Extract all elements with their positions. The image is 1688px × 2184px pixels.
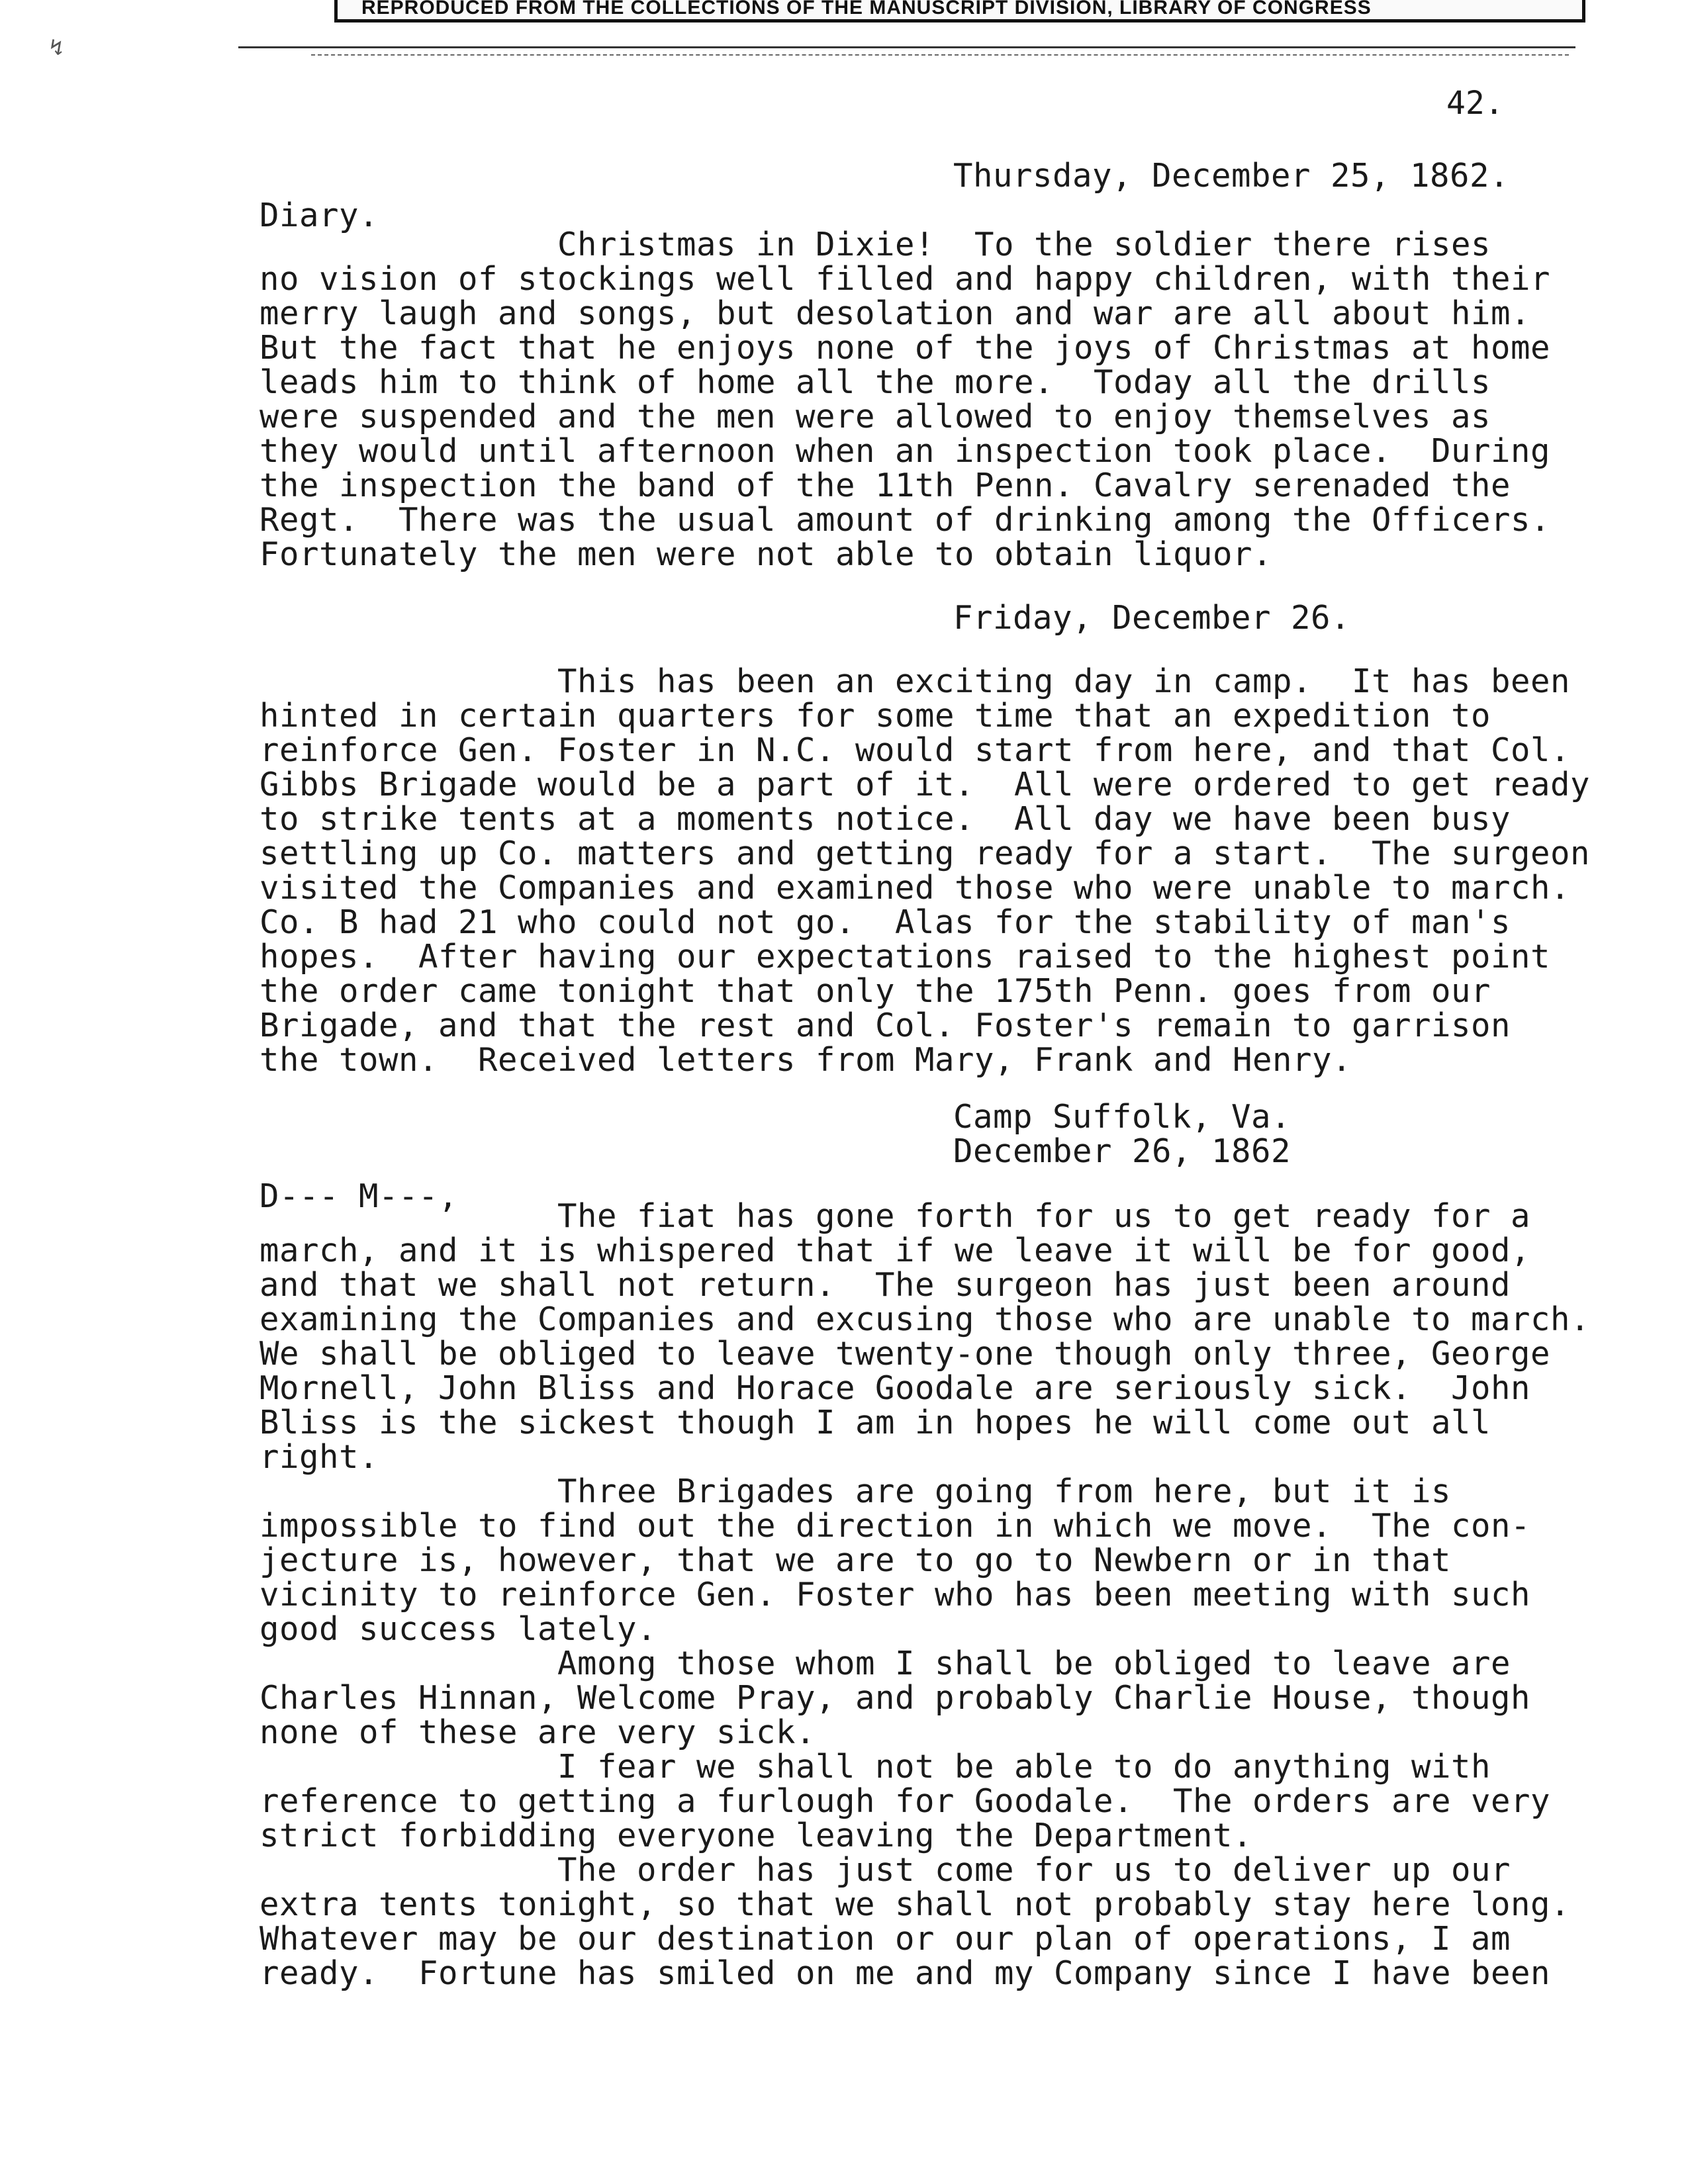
entry1-heading: Diary. [259,197,379,234]
entry2-line: to strike tents at a moments notice. All day we have been busy [259,800,1511,838]
letter-line: The order has just come for us to deliver up our [557,1851,1511,1889]
letter-line: reference to getting a furlough for Goodale. The orders are very [259,1782,1551,1820]
letter-line: I fear we shall not be able to do anything with [557,1748,1491,1786]
letter-line: extra tents tonight, so that we shall not probably stay here long. [259,1886,1571,1923]
entry2-line: hopes. After having our expectations raised to the highest point [259,938,1551,976]
header-rule [238,46,1575,48]
entry2-line: hinted in certain quarters for some time that an expedition to [259,697,1491,735]
entry2-line: settling up Co. matters and getting ready for a start. The surgeon [259,835,1591,872]
letter-salutation: D--- M---, [259,1177,459,1215]
entry1-line: Fortunately the men were not able to obtain liquor. [259,535,1273,573]
letter-date: December 26, 1862 [953,1132,1291,1170]
entry2-line: Gibbs Brigade would be a part of it. All were ordered to get ready [259,766,1591,803]
letter-line: We shall be obliged to leave twenty-one though only three, George [259,1335,1551,1373]
entry1-line: Christmas in Dixie! To the soldier there rises [557,226,1491,263]
entry2-line: the order came tonight that only the 175th Penn. goes from our [259,972,1491,1010]
letter-line: good success lately. [259,1610,657,1648]
letter-line: vicinity to reinforce Gen. Foster who has been meeting with such [259,1576,1531,1614]
letter-line: none of these are very sick. [259,1713,816,1751]
entry1-line: they would until afternoon when an inspection took place. During [259,432,1551,470]
letter-line: march, and it is whispered that if we leave it will be for good, [259,1232,1531,1269]
letter-line: Whatever may be our destination or our plan of operations, I am [259,1920,1511,1958]
header-rule-dashed [311,54,1569,56]
letter-place: Camp Suffolk, Va. [953,1098,1291,1136]
letter-line: and that we shall not return. The surgeon has just been around [259,1266,1511,1304]
entry2-line: Brigade, and that the rest and Col. Foster's remain to garrison [259,1007,1511,1044]
entry2-line: Co. B had 21 who could not go. Alas for the stability of man's [259,903,1511,941]
letter-line: ready. Fortune has smiled on me and my Company since I have been [259,1954,1551,1992]
entry1-line: were suspended and the men were allowed to enjoy themselves as [259,398,1491,435]
letter-line: examining the Companies and excusing those who are unable to march. [259,1300,1591,1338]
letter-line: Among those whom I shall be obliged to leave are [557,1645,1511,1682]
entry1-line: leads him to think of home all the more. Today all the drills [259,363,1491,401]
entry1-line: merry laugh and songs, but desolation and war are all about him. [259,295,1531,332]
scan-mark-icon: ↯ [50,34,64,61]
letter-line: Mornell, John Bliss and Horace Goodale are seriously sick. John [259,1369,1531,1407]
letter-line: strict forbidding everyone leaving the Department. [259,1817,1253,1854]
entry1-line: no vision of stockings well filled and happy children, with their [259,260,1551,298]
letter-line: jecture is, however, that we are to go to Newbern or in that [259,1541,1452,1579]
archive-banner: REPRODUCED FROM THE COLLECTIONS OF THE MANUSCRIPT DIVISION, LIBRARY OF CONGRESS [334,0,1585,23]
letter-line: The fiat has gone forth for us to get ready for a [557,1197,1531,1235]
entry2-line: visited the Companies and examined those who were unable to march. [259,869,1571,907]
entry2-line: This has been an exciting day in camp. It has been [557,662,1571,700]
entry1-line: the inspection the band of the 11th Penn. Cavalry serenaded the [259,467,1511,504]
letter-line: Bliss is the sickest though I am in hopes he will come out all [259,1404,1491,1441]
letter-line: impossible to find out the direction in which we move. The con- [259,1507,1531,1545]
letter-line: right. [259,1438,379,1476]
entry1-line: But the fact that he enjoys none of the joys of Christmas at home [259,329,1551,367]
entry1-date: Thursday, December 25, 1862. [953,157,1510,195]
page-number: 42. [1446,85,1504,122]
entry1-line: Regt. There was the usual amount of drinking among the Officers. [259,501,1551,539]
letter-line: Charles Hinnan, Welcome Pray, and probably Charlie House, though [259,1679,1531,1717]
entry2-line: the town. Received letters from Mary, Frank and Henry. [259,1041,1352,1079]
entry2-date: Friday, December 26. [953,599,1351,637]
entry2-line: reinforce Gen. Foster in N.C. would start from here, and that Col. [259,731,1571,769]
letter-line: Three Brigades are going from here, but it is [557,1473,1452,1510]
